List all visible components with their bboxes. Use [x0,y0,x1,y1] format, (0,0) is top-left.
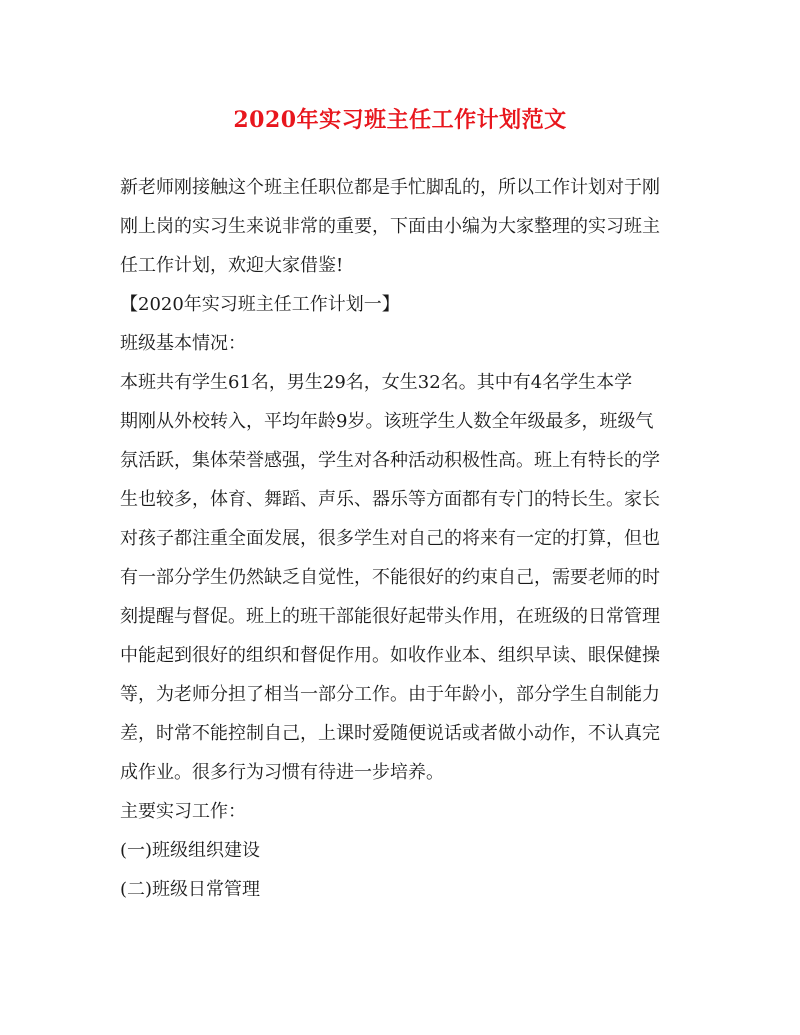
class-info-line: 氛活跃，集体荣誉感强，学生对各种活动积极性高。班上有特长的学 [120,450,660,471]
class-info-line: 差，时常不能控制自己，上课时爱随便说话或者做小动作，不认真完 [120,723,660,744]
main-work-heading: 主要实习工作： [120,801,246,822]
class-info-line: 生也较多，体育、舞蹈、声乐、器乐等方面都有专门的特长生。家长 [120,489,660,510]
class-info-line: 对孩子都注重全面发展，很多学生对自己的将来有一定的打算，但也 [120,528,660,549]
intro-line: 新老师刚接触这个班主任职位都是手忙脚乱的，所以工作计划对于刚 [120,177,660,198]
class-info-line: 有一部分学生仍然缺乏自觉性，不能很好的约束自己，需要老师的时 [120,567,660,588]
class-info-heading: 班级基本情况： [120,333,246,354]
intro-paragraph [120,168,685,285]
class-info-line: 刻提醒与督促。班上的班干部能很好起带头作用，在班级的日常管理 [120,606,660,627]
work-item-2: (二)班级日常管理 [120,879,261,900]
class-info-line: 等，为老师分担了相当一部分工作。由于年龄小，部分学生自制能力 [120,684,660,705]
work-item-1: (一)班级组织建设 [120,840,261,861]
intro-line: 刚上岗的实习生来说非常的重要，下面由小编为大家整理的实习班主 [120,216,660,237]
intro-line: 任工作计划，欢迎大家借鉴! [120,255,344,276]
class-info-line: 本班共有学生61名，男生29名，女生32名。其中有4名学生本学 [120,372,633,393]
document-title: 2020年实习班主任工作计划范文 [233,107,567,133]
class-info-line: 中能起到很好的组织和督促作用。如收作业本、组织早读、眼保健操 [120,645,660,666]
class-info-line: 成作业。很多行为习惯有待进一步培养。 [120,762,444,783]
class-info-line: 期刚从外校转入，平均年龄9岁。该班学生人数全年级最多，班级气 [120,411,654,432]
class-info-paragraph [120,363,685,792]
document-body [120,168,685,909]
section-heading: 【2020年实习班主任工作计划一】 [120,294,400,315]
